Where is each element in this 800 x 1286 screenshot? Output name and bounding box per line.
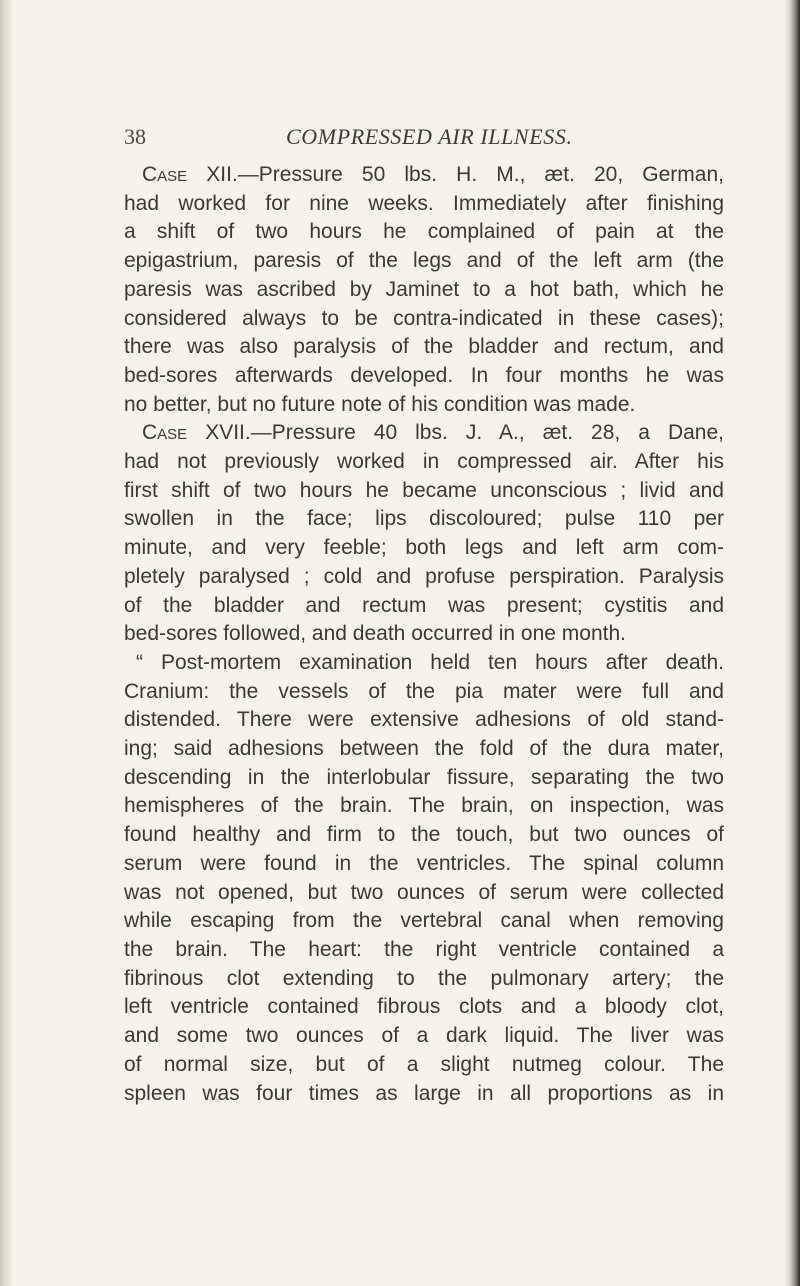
case-xvii-line-4: swollen in the face; lips discoloured; pulse 110 per <box>124 507 724 531</box>
case-xvii-line-1: Case XVII.—Pressure 40 lbs. J. A., æt. 28, a Dane, <box>142 421 724 445</box>
post-mortem-line-8: serum were found in the ventricles. The spinal column <box>124 851 724 875</box>
case-xii-line-2: had worked for nine weeks. Immediately after finishing <box>124 191 724 215</box>
page-number: 38 <box>124 124 146 149</box>
case-xvii-heading: Case XVII. <box>142 421 251 445</box>
post-mortem-line-5: descending in the interlobular fissure, separating the two <box>124 765 724 789</box>
running-title: COMPRESSED AIR ILLNESS. <box>286 124 573 149</box>
case-xvii-line-8: bed-sores followed, and death occurred in one month. <box>124 622 626 646</box>
body-text <box>124 161 724 1108</box>
page-right-edge <box>784 0 800 1286</box>
post-mortem-line-11: the brain. The heart: the right ventricle contained a <box>124 937 724 961</box>
case-xvii-line-3: first shift of two hours he became unconscious ; livid and <box>124 478 724 502</box>
case-xvii-line-7: of the bladder and rectum was present; cystitis and <box>124 593 724 617</box>
post-mortem-line-16: spleen was four times as large in all proportions as in <box>124 1081 724 1105</box>
case-xii-line-1: Case XII.—Pressure 50 lbs. H. M., æt. 20, German, <box>142 163 724 186</box>
case-xii-line-6: considered always to be contra-indicated in these cases); <box>124 306 724 330</box>
post-mortem-line-13: left ventricle contained fibrous clots and a bloody clot, <box>124 995 724 1019</box>
page-left-edge <box>0 0 12 1286</box>
post-mortem-line-4: ing; said adhesions between the fold of the dura mater, <box>124 737 724 761</box>
post-mortem-line-1: “ Post-mortem examination held ten hours after death. <box>136 650 724 674</box>
case-xii-line-3: a shift of two hours he complained of pain at the <box>124 220 724 244</box>
case-xvii-line-6: pletely paralysed ; cold and profuse perspiration. Paralysis <box>124 564 724 588</box>
post-mortem-line-15: of normal size, but of a slight nutmeg colour. The <box>124 1052 724 1076</box>
case-xvii-line-2: had not previously worked in compressed air. After his <box>124 450 724 474</box>
post-mortem-line-7: found healthy and firm to the touch, but two ounces of <box>124 823 724 847</box>
post-mortem-line-12: fibrinous clot extending to the pulmonary artery; the <box>124 966 724 990</box>
case-xii-line-5: paresis was ascribed by Jaminet to a hot bath, which he <box>124 277 724 301</box>
post-mortem-line-2: Cranium: the vessels of the pia mater were full and <box>124 679 724 703</box>
case-xii-line-4: epigastrium, paresis of the legs and of the left arm (the <box>124 249 724 273</box>
case-xii-line-7: there was also paralysis of the bladder and rectum, and <box>124 335 724 359</box>
post-mortem-line-14: and some two ounces of a dark liquid. The liver was <box>124 1024 724 1048</box>
case-xii-line-8: bed-sores afterwards developed. In four months he was <box>124 363 724 387</box>
page-header <box>0 124 800 154</box>
post-mortem-line-10: while escaping from the vertebral canal when removing <box>124 909 724 933</box>
post-mortem-line-6: hemispheres of the brain. The brain, on inspection, was <box>124 794 724 818</box>
case-xii-line-9: no better, but no future note of his condition was made. <box>124 392 636 416</box>
post-mortem-line-3: distended. There were extensive adhesions of old stand- <box>124 708 724 732</box>
post-mortem-line-9: was not opened, but two ounces of serum were collected <box>124 880 724 904</box>
case-xvii-line-5: minute, and very feeble; both legs and left arm com- <box>124 536 724 560</box>
case-xii-heading: Case XII. <box>142 163 238 186</box>
